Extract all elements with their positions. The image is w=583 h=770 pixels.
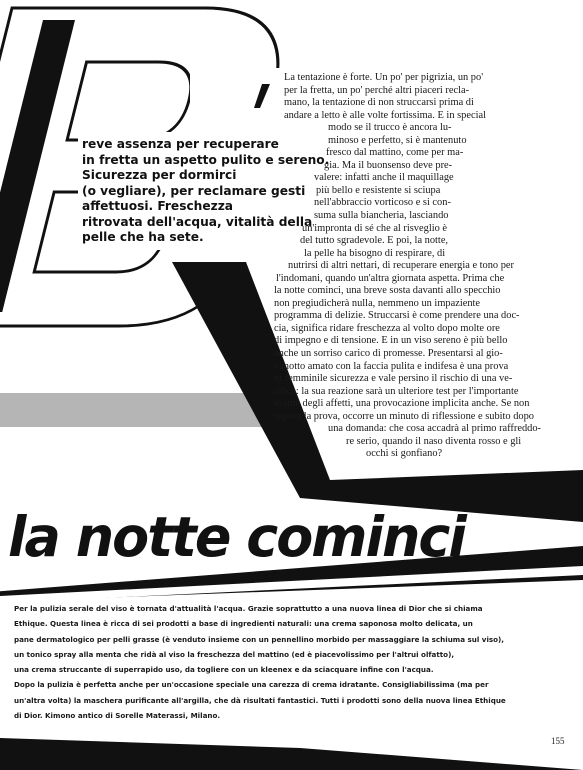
caption-line: pane dermatologico per pelli grasse (è venduto insieme con un pennellino morbido per massaggiare la schiuma sul viso), — [14, 634, 505, 644]
body-line: re serio, quando il naso diventa rosso e gli — [346, 435, 522, 447]
body-line: suma sulla biancheria, lasciando — [314, 210, 449, 222]
body-line: del tutto sgradevole. E poi, la notte, — [300, 235, 449, 247]
body-line: andare a letto è alle volte fortissima. E in special — [284, 109, 486, 121]
body-line: l'indomani, quando un'altra giornata aspetta. Prima che — [276, 272, 505, 284]
body-line: di femminile sicurezza e vale persino il rischio di una ve- — [274, 373, 513, 385]
caption-line: una crema struccante di superrapido uso, da togliere con un kleenex e da sciacquare infine con l'acqua. — [14, 665, 434, 675]
page-number: 155 — [551, 736, 565, 746]
body-line: rifica: la sua reazione sarà un ulteriore test per l'importante — [274, 385, 519, 397]
body-line: la notte cominci, una breve sosta davanti allo specchio — [274, 285, 501, 297]
body-line: mano, la tentazione di non struccarsi prima di — [284, 97, 474, 109]
body-line: non pregiudicherà nulla, nemmeno un impaziente — [274, 297, 481, 309]
caption-paragraph — [14, 601, 559, 723]
body-line: minoso e perfetto, si è mantenuto — [328, 134, 467, 146]
body-line: La tentazione è forte. Un po' per pigrizia, un po' — [284, 72, 484, 83]
caption-line: Per la pulizia serale del viso è tornata d'attualità l'acqua. Grazie soprattutto a una nuova linea di Dior che si chiama — [14, 604, 483, 613]
body-line: un'impronta di sé che al risveglio è — [302, 222, 447, 234]
headline: la notte cominci — [8, 505, 465, 569]
body-line: nutrirsi di altri nettari, di recuperare energia e tono per — [288, 260, 514, 272]
body-paragraph — [188, 72, 541, 461]
body-line: la pelle ha bisogno di respirare, di — [304, 247, 446, 259]
body-line: per la fretta, un po' perché altri piaceri recla- — [284, 84, 470, 96]
body-line: cia, significa ridare freschezza al volto dopo molte ore — [274, 322, 500, 334]
body-line: occhi si gonfiano? — [366, 448, 443, 460]
body-line: più bello e resistente si sciupa — [316, 184, 441, 196]
body-line: programma di delizie. Struccarsi è come prendere una doc- — [274, 310, 520, 322]
body-line: modo se il trucco è ancora lu- — [328, 122, 452, 134]
body-line: nell'abbraccio vorticoso e si con- — [314, 197, 451, 209]
body-line: anche un sorriso carico di promesse. Presentarsi al gio- — [274, 348, 503, 360]
caption-line: Ethique. Questa linea è ricca di sei prodotti a base di ingredienti naturali: una crema saponosa molto delicata, un — [14, 619, 473, 629]
body-line: vanotto amato con la faccia pulita e indifesa è una prova — [274, 360, 509, 372]
body-line: esame degli affetti, una provocazione implicita anche. Se non — [274, 398, 530, 410]
lead-paragraph: reve assenza per recuperare in fretta un aspetto pulito e sereno. Sicurezza per dormirci (o vegliare), per reclamare gesti affettuosi. Freschezza ritrovata dell'acqua, vitalità della pelle che ha sete. — [82, 137, 330, 244]
body-line: valere: infatti anche il maquillage — [314, 172, 454, 184]
body-line: fresco dal mattino, come per ma- — [326, 147, 464, 159]
black-wedge-bottom — [0, 738, 583, 770]
caption-line: un'altra volta) la maschera purificante all'argilla, che dà risultati fantastici. Tutti i prodotti sono della nuova linea Ethique — [14, 695, 506, 705]
body-line: di impegno e di tensione. E in un viso sereno è più bello — [274, 335, 508, 347]
caption-line: Dopo la pulizia è perfetta anche per un'occasione speciale una carezza di crema idratante. Consigliabilissima (ma per — [14, 680, 489, 690]
caption-line: un tonico spray alla menta che ridà al viso la freschezza del mattino (ed è piacevolissimo per l'altrui olfatto), — [14, 649, 455, 659]
body-line: gia. Ma il buonsenso deve pre- — [324, 159, 453, 171]
caption-line: di Dior. Kimono antico di Sorelle Materassi, Milano. — [14, 711, 221, 721]
body-line: supera la prova, occorre un minuto di riflessione e subito dopo — [274, 410, 534, 422]
body-line: una domanda: che cosa accadrà al primo raffreddo- — [328, 423, 541, 435]
